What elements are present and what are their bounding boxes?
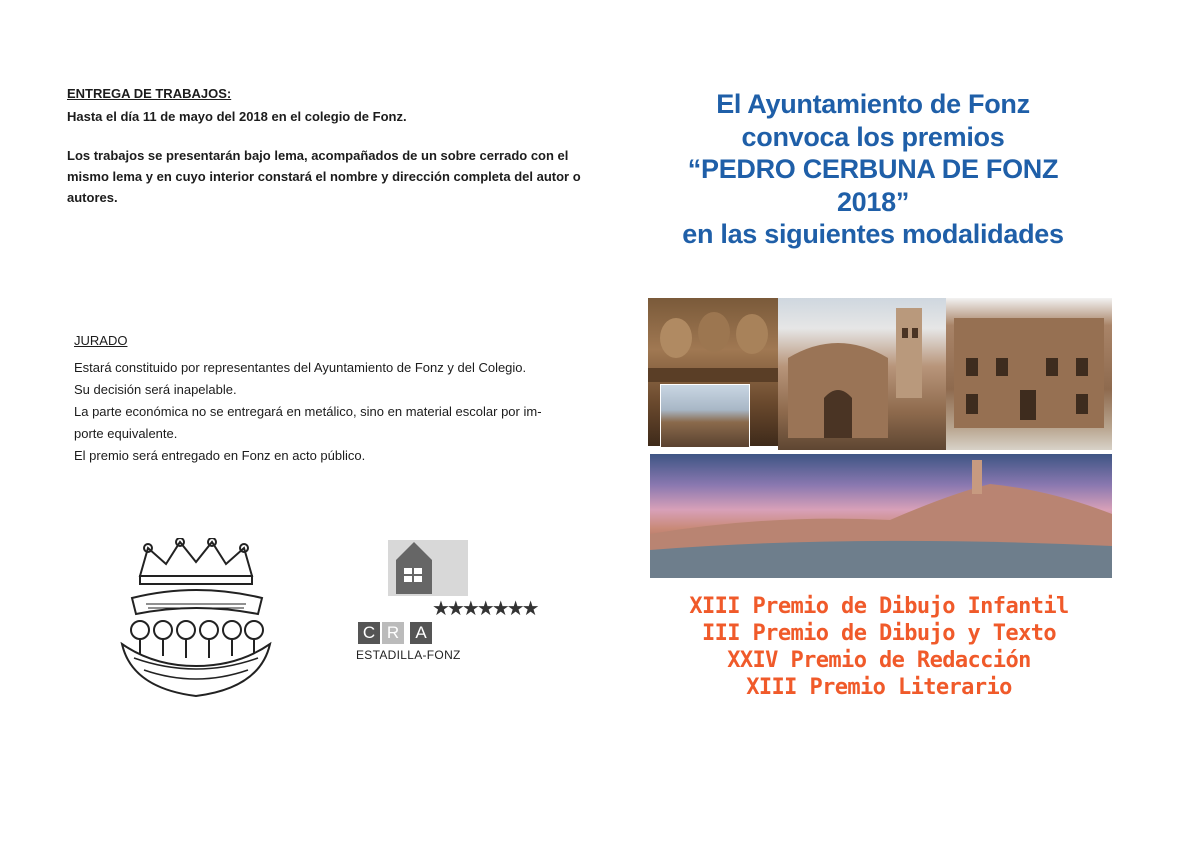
jurado-line: El premio será entregado en Fonz en acto público.	[74, 448, 366, 463]
photo-palace	[946, 298, 1112, 450]
title-block	[640, 88, 1106, 251]
prize-item: III Premio de Dibujo y Texto	[701, 621, 1057, 646]
jurado-line: Estará constituido por representantes del Ayuntamiento de Fonz y del Colegio.	[74, 360, 527, 375]
entrega-heading: ENTREGA DE TRABAJOS:	[67, 86, 232, 101]
fonz-crest-icon	[118, 538, 276, 708]
title-line: El Ayuntamiento de Fonz	[716, 89, 1030, 119]
jurado-line: Su decisión será inapelable.	[74, 382, 237, 397]
photo-church	[778, 298, 946, 450]
jurado-line: La parte económica no se entregará en metálico, sino en material escolar por im-	[74, 404, 542, 419]
prize-item: XIII Premio de Dibujo Infantil	[689, 594, 1069, 619]
cra-letter-a: A	[410, 622, 432, 644]
jurado-heading: JURADO	[74, 333, 128, 348]
prize-item: XXIV Premio de Redacción	[727, 648, 1031, 673]
prize-item: XIII Premio Literario	[746, 675, 1012, 700]
jurado-line: porte equivalente.	[74, 426, 178, 441]
entrega-body: Los trabajos se presentarán bajo lema, acompañados de un sobre cerrado con el mismo lema y en cuyo interior constará el nombre y dirección completa del autor o autores.	[67, 148, 581, 205]
cra-stars: ★★★★★★★	[432, 596, 537, 620]
prizes-list	[648, 593, 1110, 701]
title-line: 2018”	[836, 186, 910, 217]
photo-panorama	[650, 454, 1112, 578]
title-line: convoca los premios	[741, 121, 1005, 152]
jurado-text	[74, 357, 594, 467]
title-line: en las siguientes modalidades	[682, 219, 1064, 249]
cra-letter-c: C	[358, 622, 380, 644]
entrega-date-line: Hasta el día 11 de mayo del 2018 en el colegio de Fonz.	[67, 109, 407, 124]
photo-street	[660, 384, 750, 448]
house-icon	[388, 540, 468, 596]
title-line: “PEDRO CERBUNA DE FONZ	[687, 154, 1059, 184]
cra-subtitle: ESTADILLA-FONZ	[356, 648, 461, 662]
cra-logo	[352, 540, 564, 665]
cra-letter-r: R	[382, 622, 404, 644]
